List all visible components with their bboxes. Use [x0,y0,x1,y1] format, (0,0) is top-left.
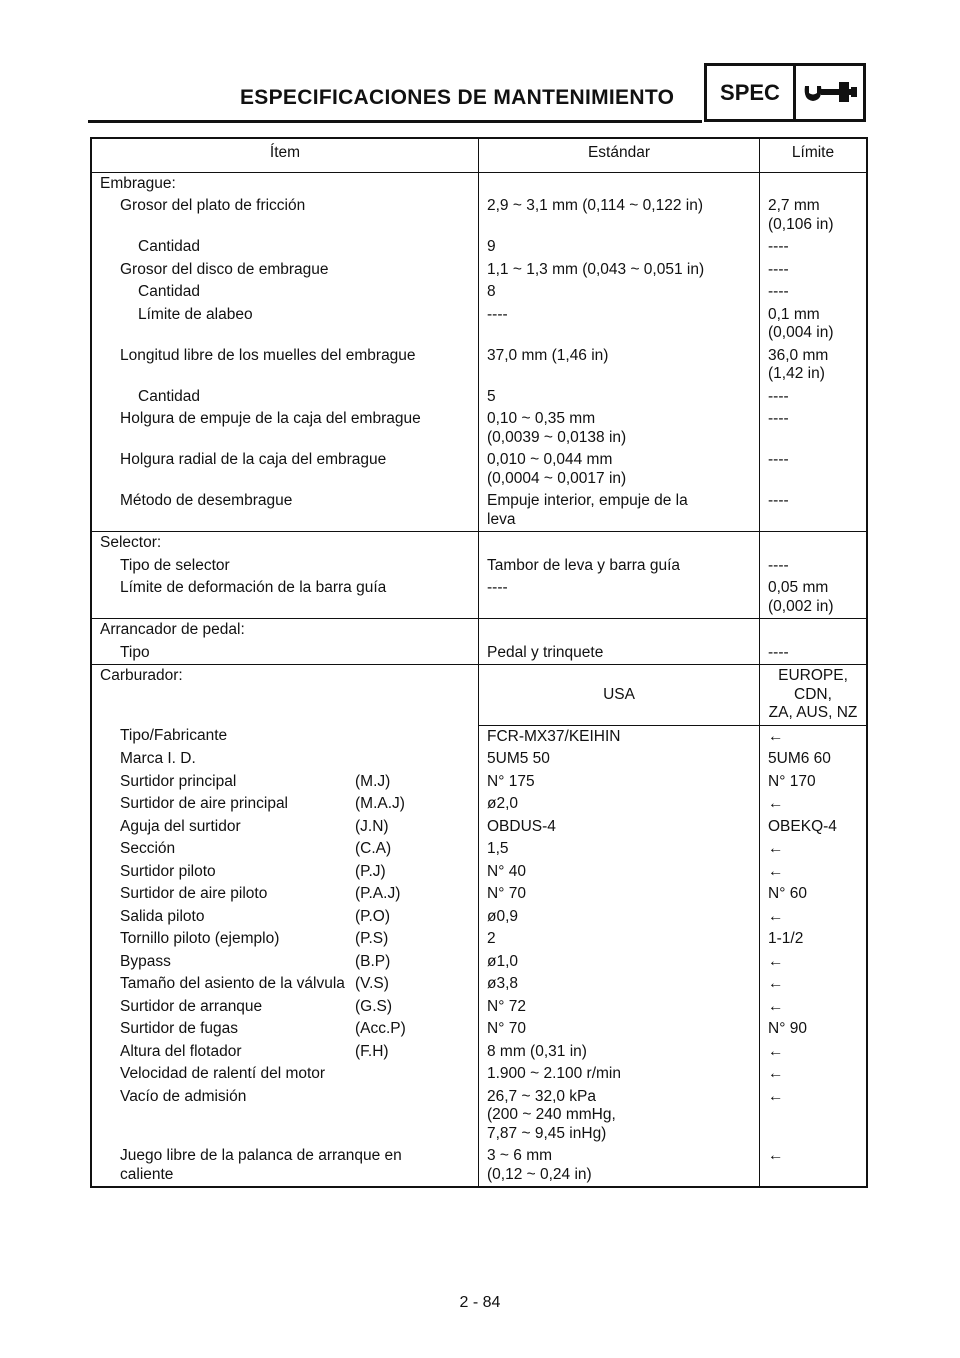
empty-cell [760,532,868,555]
item-label: Método de desembrague [120,492,293,509]
europe-cell: N° 90 [760,1018,868,1041]
item-cell [91,195,479,236]
item-cell [91,1018,479,1041]
item-cell [91,259,479,282]
usa-cell: N° 40 [479,861,760,884]
table-row [91,1063,867,1086]
item-label: Holgura de empuje de la caja del embrague [120,410,421,427]
standard-cell: 2,9 ~ 3,1 mm (0,114 ~ 0,122 in) [479,195,760,236]
limit-cell: ---- [760,555,868,578]
item-cell [91,1145,479,1187]
item-label: Salida piloto [120,907,205,925]
item-code: (F.H) [355,1042,389,1060]
item-cell [91,906,479,929]
europe-cell: N° 170 [760,771,868,794]
usa-cell: ø2,0 [479,793,760,816]
item-code: (V.S) [355,975,389,992]
europe-cell: ← [760,906,868,929]
usa-cell: N° 72 [479,996,760,1019]
limit-cell: ---- [760,449,868,490]
europe-cell: ← [760,951,868,974]
item-label: Surtidor de aire piloto [120,885,268,902]
item-cell [91,883,479,906]
usa-cell: FCR-MX37/KEIHIN [479,725,760,748]
section-header-row [91,665,867,726]
usa-cell: ø0,9 [479,906,760,929]
section-header-row [91,172,867,195]
title-underline [88,120,702,123]
table-row [91,906,867,929]
wrench-icon [796,66,863,119]
col-header-item: Ítem [91,138,479,172]
europe-cell: ← [760,725,868,748]
standard-cell: 0,010 ~ 0,044 mm (0,0004 ~ 0,0017 in) [479,449,760,490]
table-row [91,771,867,794]
item-cell [91,1063,479,1086]
usa-cell: ø3,8 [479,973,760,996]
item-cell [91,642,479,665]
item-cell [91,725,479,748]
item-label: Límite de alabeo [138,305,253,323]
spec-table [90,137,868,1188]
item-label: Marca I. D. [120,750,196,767]
table-row [91,816,867,839]
table-row [91,236,867,259]
usa-cell: ø1,0 [479,951,760,974]
item-label: Cantidad [138,387,201,405]
table-row [91,408,867,449]
table-row [91,386,867,409]
limit-cell: 36,0 mm (1,42 in) [760,345,868,386]
table-row [91,449,867,490]
section-header-row [91,619,867,642]
item-cell [91,577,479,619]
usa-cell: N° 70 [479,883,760,906]
item-code: (P.S) [355,930,389,947]
limit-cell: ---- [760,259,868,282]
table-row [91,838,867,861]
col-header-standard: Estándar [479,138,760,172]
usa-cell: 1.900 ~ 2.100 r/min [479,1063,760,1086]
item-code: (P.O) [355,907,391,925]
europe-cell: ← [760,793,868,816]
limit-cell: ---- [760,386,868,409]
europe-cell: ← [760,1063,868,1086]
item-label: Tamaño del asiento de la válvula [120,975,345,992]
europe-cell: ← [760,973,868,996]
europe-cell: ← [760,838,868,861]
table-row [91,951,867,974]
table-row [91,1041,867,1064]
item-cell [91,449,479,490]
table-row [91,1145,867,1187]
item-label: Holgura radial de la caja del embrague [120,451,387,468]
europe-cell: 5UM6 60 [760,748,868,771]
section-title: Embrague: [100,174,176,192]
usa-cell: 5UM5 50 [479,748,760,771]
item-label: Límite de deformación de la barra guía [120,579,387,596]
item-label: Surtidor de arranque [120,997,263,1015]
table-body [91,172,867,1187]
table-row [91,259,867,282]
table-row [91,996,867,1019]
standard-cell: 9 [479,236,760,259]
item-cell [91,1086,479,1146]
item-cell [91,973,479,996]
item-cell [91,861,479,884]
limit-cell: 0,05 mm (0,002 in) [760,577,868,619]
limit-cell: ---- [760,281,868,304]
item-cell [91,345,479,386]
item-cell [91,408,479,449]
table-row [91,861,867,884]
table-row [91,725,867,748]
item-label: Tornillo piloto (ejemplo) [120,930,280,947]
item-code: (P.J) [355,862,386,880]
col-header-usa: USA [479,665,760,726]
item-label: Altura del flotador [120,1042,242,1060]
item-label: Vacío de admisión [120,1087,247,1105]
table-header-row [91,138,867,172]
table-row [91,555,867,578]
europe-cell: ← [760,996,868,1019]
item-cell [91,928,479,951]
standard-cell: 8 [479,281,760,304]
item-cell [91,1041,479,1064]
item-cell [91,793,479,816]
standard-cell: ---- [479,577,760,619]
item-label: Surtidor piloto [120,862,216,880]
table-row [91,1086,867,1146]
item-cell [91,771,479,794]
item-cell [91,386,479,409]
item-code: (Acc.P) [355,1020,406,1037]
item-code: (G.S) [355,997,393,1015]
item-label: Grosor del disco de embrague [120,260,329,278]
table-row [91,304,867,345]
section-title: Arrancador de pedal: [91,619,479,642]
standard-cell: 1,1 ~ 1,3 mm (0,043 ~ 0,051 in) [479,259,760,282]
col-header-limit: Límite [760,138,868,172]
item-label: Cantidad [138,283,201,300]
table-row [91,883,867,906]
europe-cell: ← [760,1041,868,1064]
empty-cell [479,532,760,555]
item-cell [91,281,479,304]
item-cell [91,748,479,771]
item-label: Grosor del plato de fricción [120,197,306,214]
section-title: Carburador: [91,665,479,726]
usa-cell: OBDUS-4 [479,816,760,839]
spec-label: SPEC [707,66,796,119]
item-label: Surtidor de fugas [120,1020,239,1037]
table-row [91,748,867,771]
item-cell [91,490,479,532]
standard-cell: Tambor de leva y barra guía [479,555,760,578]
item-code: (J.N) [355,817,389,835]
limit-cell: ---- [760,490,868,532]
item-cell [91,236,479,259]
limit-cell: ---- [760,642,868,665]
standard-cell: ---- [479,304,760,345]
usa-cell: 2 [479,928,760,951]
item-code: (M.A.J) [355,795,405,812]
europe-cell: ← [760,1145,868,1187]
item-label: Tipo/Fabricante [120,727,228,744]
standard-cell: Pedal y trinquete [479,642,760,665]
table-row [91,793,867,816]
standard-cell: 37,0 mm (1,46 in) [479,345,760,386]
item-cell [91,951,479,974]
europe-cell: 1-1/2 [760,928,868,951]
limit-cell: ---- [760,236,868,259]
item-label: Bypass [120,952,171,970]
item-label: Tipo de selector [120,556,230,574]
item-label: Tipo [120,643,150,661]
europe-cell: ← [760,1086,868,1146]
limit-cell: ---- [760,408,868,449]
usa-cell: N° 70 [479,1018,760,1041]
empty-cell [760,172,868,195]
item-cell [91,304,479,345]
item-label: Velocidad de ralentí del motor [120,1065,326,1082]
standard-cell: 5 [479,386,760,409]
section-header-row [91,532,867,555]
item-label: Cantidad [138,238,201,255]
table-row [91,928,867,951]
usa-cell: 26,7 ~ 32,0 kPa (200 ~ 240 mmHg, 7,87 ~ 9,45 inHg) [479,1086,760,1146]
usa-cell: 8 mm (0,31 in) [479,1041,760,1064]
item-code: (M.J) [355,772,391,790]
standard-cell: 0,10 ~ 0,35 mm (0,0039 ~ 0,0138 in) [479,408,760,449]
item-code: (C.A) [355,840,392,857]
item-label: Surtidor de aire principal [120,795,289,812]
usa-cell: N° 175 [479,771,760,794]
col-header-europe: EUROPE, CDN, ZA, AUS, NZ [760,665,868,726]
page-number: 2 - 84 [459,1294,501,1311]
table-row [91,490,867,532]
usa-cell: 1,5 [479,838,760,861]
usa-cell: 3 ~ 6 mm (0,12 ~ 0,24 in) [479,1145,760,1187]
table-row [91,195,867,236]
section-title: Selector: [91,532,479,555]
table-row [91,345,867,386]
europe-cell: N° 60 [760,883,868,906]
item-label: Longitud libre de los muelles del embrague [120,346,416,364]
item-cell [91,996,479,1019]
spec-badge [704,63,866,122]
europe-cell: ← [760,861,868,884]
item-cell [91,838,479,861]
europe-cell: OBEKQ-4 [760,816,868,839]
table-row [91,1018,867,1041]
item-label: Aguja del surtidor [120,817,241,835]
table-row [91,577,867,619]
empty-cell [479,172,760,195]
item-cell [91,555,479,578]
empty-cell [760,619,868,642]
page-title: ESPECIFICACIONES DE MANTENIMIENTO [240,86,675,109]
item-label: Surtidor principal [120,772,237,790]
item-label: Sección [120,840,176,857]
item-code: (P.A.J) [355,885,401,902]
table-row [91,642,867,665]
item-cell [91,816,479,839]
table-row [91,281,867,304]
item-code: (B.P) [355,952,391,970]
item-label: Juego libre de la palanca de arranque en caliente [120,1147,402,1183]
empty-cell [479,619,760,642]
standard-cell: Empuje interior, empuje de la leva [479,490,760,532]
limit-cell: 2,7 mm (0,106 in) [760,195,868,236]
limit-cell: 0,1 mm (0,004 in) [760,304,868,345]
table-row [91,973,867,996]
